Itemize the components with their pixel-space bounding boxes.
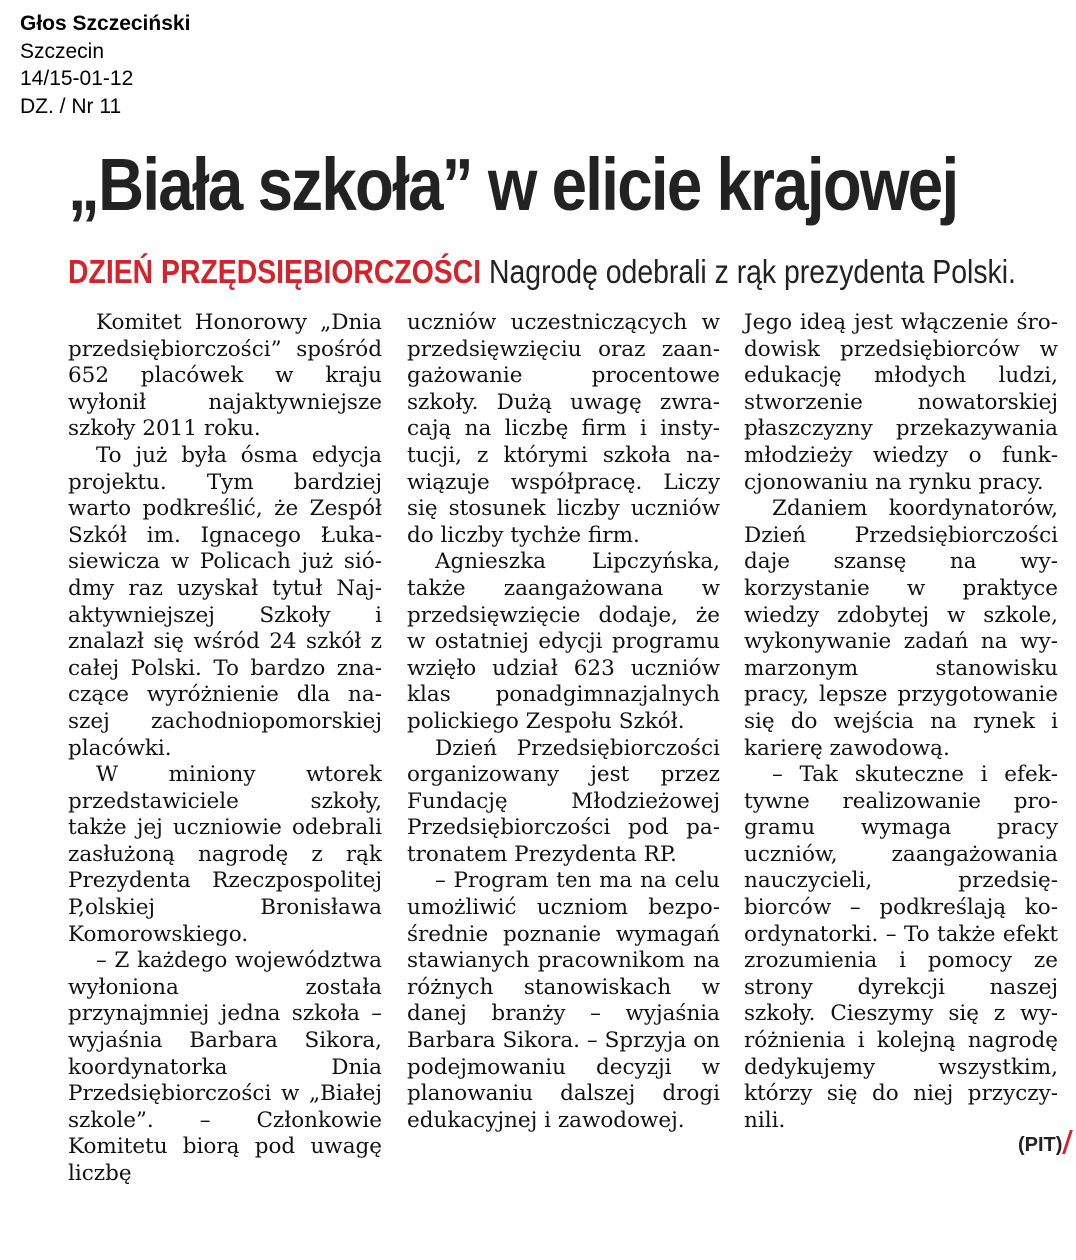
lead: Nagrodę odebrali z rąk prezydenta Polski.: [489, 253, 1016, 290]
author-signature: (PIT): [1018, 1134, 1063, 1156]
paragraph: – Program ten ma na celu umożliwić uczniom bezpośrednie poznanie wymagań stawianych pracownikom na różnych stanowiskach w danej branży – wyjaśnia Barbara Sikora. – Sprzyja on podejmowaniu decyzji w planowaniu dalszej drogi edukacyjnej i zawodowej.: [407, 868, 720, 1133]
article-column-3: [744, 310, 1058, 1134]
clipping-metadata: [20, 10, 190, 120]
article-column-2: [407, 310, 720, 1134]
paragraph: – Tak skuteczne i efektywne realizowanie programu wymaga pracy uczniów, zaangażowania nauczycieli, przedsiębiorców – podkreślają koordynatorki. – To także efekt zrozumienia i pomocy ze strony dyrekcji naszej szkoły. Cieszymy się z wyróżnienia i kolejną nagrodę dedykujemy wszystkim, którzy się do niej przyczynili.: [744, 762, 1058, 1133]
issue-date: 14/15-01-12: [20, 67, 134, 90]
paragraph: Dzień Przedsiębiorczości organizowany jest przez Fundację Młodzieżowej Przedsiębiorczości pod patronatem Prezydenta RP.: [407, 735, 720, 867]
paragraph: Zdaniem koordynatorów, Dzień Przedsiębiorczości daje szansę na wykorzystanie w praktyce wiedzy zdobytej w szkole, wykonywanie zadań na wymarzonym stanowisku pracy, lepsze przygotowanie się do wejścia na rynek i karierę zawodową.: [744, 496, 1058, 761]
paragraph: Agnieszka Lipczyńska, także zaangażowana w przedsięwzięcie dodaje, że w ostatniej edycji programu wzięło udział 623 uczniów klas ponadgimnazjalnych polickiego Zespołu Szkół.: [407, 549, 720, 734]
paragraph: Komitet Honorowy „Dnia przedsiębiorczości” spośród 652 placówek w kraju wyłonił najaktywniejsze szkoły 2011 roku.: [68, 310, 382, 442]
article-headline: „Biała szkoła” w elicie krajowej: [68, 143, 958, 226]
city: Szczecin: [20, 39, 105, 63]
newspaper-name: Głos Szczeciński: [20, 12, 191, 35]
paragraph: – Z każdego województwa wyłoniona została przynajmniej jedna szkoła – wyjaśnia Barbara Sikora, koordynatorka Dnia Przedsiębiorczości w „Białej szkole”. – Członkowie Komitetu biorą pod uwagę liczbę: [68, 948, 382, 1186]
article-column-1: [68, 310, 382, 1188]
paragraph: uczniów uczestniczących w przedsięwzięciu oraz zaangażowanie procentowe szkoły. Dużą uwagę zwracają na liczbę firm i instytucji, z którymi szkoła nawiązuje współpracę. Liczy się stosunek liczby uczniów do liczby tychże firm.: [407, 310, 720, 548]
paragraph: W miniony wtorek przedstawiciele szkoły, także jej uczniowie odebrali zasłużoną nagrodę z rąk Prezydenta Rzeczpospolitej P,olskiej Bronisława Komorowskiego.: [68, 762, 382, 947]
issue-number: DZ. / Nr 11: [20, 94, 122, 118]
end-mark-icon: [1062, 1130, 1073, 1154]
paragraph: To już była ósma edycja projektu. Tym bardziej warto podkreślić, że Zespół Szkół im. Ignacego Łukasiewicza w Policach już siódmy raz uzyskał tytuł Najaktywniejszej Szkoły i znalazł się wśród 24 szkół z całej Polski. To bardzo znaczące wyróżnienie dla naszej zachodniopomorskiej placówki.: [68, 442, 382, 761]
article-subheading: [68, 249, 1016, 295]
paragraph: Jego ideą jest włączenie środowisk przedsiębiorców w edukację młodych ludzi, stworzenie nowatorskiej płaszczyzny przekazywania młodzieży wiedzy o funkcjonowaniu na rynku pracy.: [744, 310, 1058, 495]
kicker: DZIEŃ PRZĘDSIĘBIORCZOŚCI: [68, 253, 482, 290]
